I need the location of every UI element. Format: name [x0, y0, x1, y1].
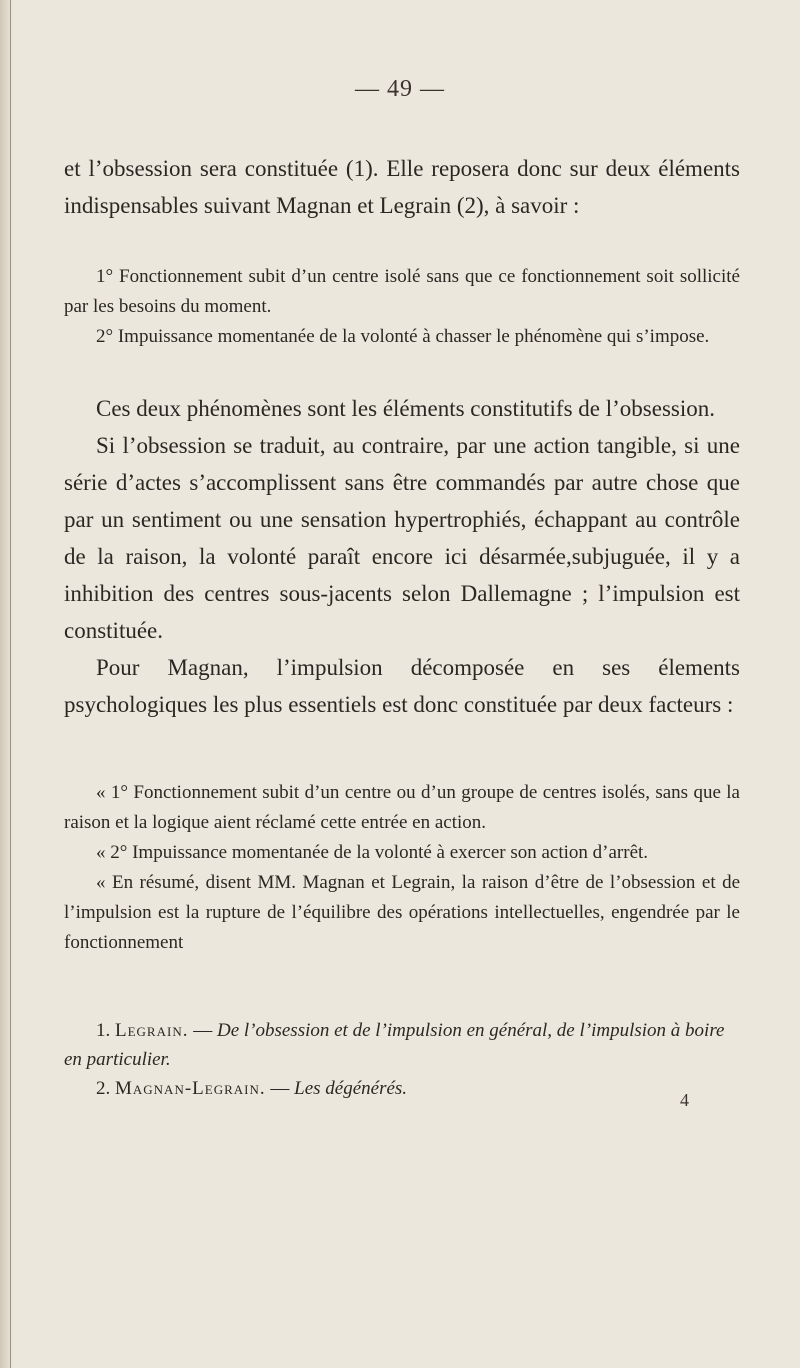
- footnotes: [64, 1016, 740, 1103]
- quote-paragraph: « 2° Impuissance momentanée de la volonté à exercer son action d’arrêt.: [96, 842, 649, 863]
- paragraph-block-2: [64, 390, 740, 723]
- list-item: 1° Fonctionnement subit d’un centre isolé sans que ce fonctionnement soit sollicité par les besoins du moment.: [64, 266, 740, 317]
- quote-paragraph: « En résumé, disent MM. Magnan et Legrain, la raison d’être de l’obsession et de l’impulsion est la rupture de l’équilibre des opérations intellectuelles, engendrée par le fonctionnement: [64, 872, 740, 953]
- quote-block: [64, 778, 740, 958]
- footnote-author: Legrain.: [115, 1020, 189, 1041]
- list-block-1: [64, 262, 740, 352]
- paragraph: Si l’obsession se traduit, au contraire, par une action tangible, si une série d’actes s’accomplissent sans être commandés par autre chose que par un sentiment ou une sensation hypertrophiés, échappant au contrôle de la raison, la volonté paraît encore ici désarmée,subjuguée, il y a inhibition des centres sous-jacents selon Dallemagne ; l’impulsion est constituée.: [64, 433, 740, 643]
- paragraph: Pour Magnan, l’impulsion décomposée en ses élements psychologiques les plus essentiels est donc constituée par deux facteurs :: [64, 655, 740, 717]
- footnote-1: [64, 1016, 740, 1074]
- list-item: 2° Impuissance momentanée de la volonté à chasser le phénomène qui s’impose.: [96, 326, 710, 347]
- quote-paragraph: « 1° Fonctionnement subit d’un centre ou d’un groupe de centres isolés, sans que la raison et la logique aient réclamé cette entrée en action.: [64, 782, 740, 833]
- footnote-title: De l’obsession et de l’impulsion en général, de l’impulsion à boire en particulier.: [64, 1020, 725, 1070]
- footnote-dash: —: [193, 1020, 213, 1041]
- footnote-2: [64, 1074, 740, 1103]
- paragraph: Ces deux phénomènes sont les éléments constitutifs de l’obsession.: [96, 396, 715, 421]
- paragraph-block-1: [64, 150, 740, 224]
- footnote-dash: —: [270, 1078, 290, 1099]
- footnote-number: 1.: [96, 1020, 111, 1041]
- paragraph: et l’obsession sera constituée (1). Elle reposera donc sur deux éléments indispensables suivant Magnan et Legrain (2), à savoir :: [64, 156, 740, 218]
- page-number: — 49 —: [355, 76, 445, 102]
- binding-edge: [0, 0, 14, 1368]
- binding-line: [10, 0, 11, 1368]
- footnote-title: Les dégénérés.: [294, 1078, 408, 1099]
- footnote-number: 2.: [96, 1078, 111, 1099]
- signature-mark: 4: [680, 1090, 689, 1110]
- footnote-author: Magnan-Legrain.: [115, 1078, 266, 1099]
